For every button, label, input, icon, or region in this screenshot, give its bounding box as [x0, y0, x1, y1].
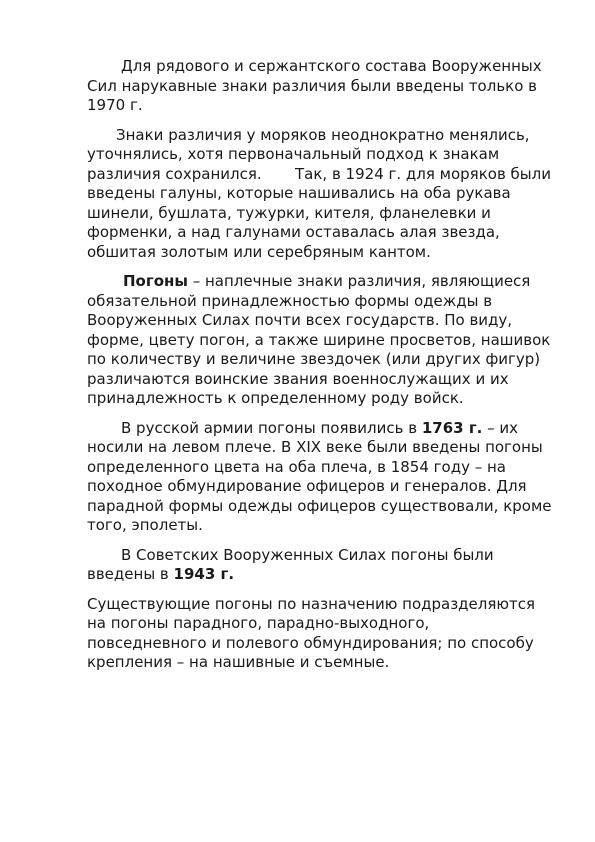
text-before-year: В Советских Вооруженных Силах погоны были введены в	[87, 545, 494, 583]
paragraph-russian-army	[87, 419, 552, 536]
paragraph-classification: Существующие погоны по назначению подразделяются на погоны парадного, парадно-выходного, повседневного и полевого обмундирования; по способу крепления – на нашивные и съемные.	[87, 594, 536, 671]
year-1763: 1763 г.	[421, 418, 483, 437]
paragraph-shoulder-boards-definition	[87, 272, 552, 409]
document-body	[87, 57, 556, 683]
text-before-year: В русской армии погоны появились в	[121, 418, 422, 437]
paragraph-navy-insignia: Знаки различия у моряков неоднократно менялись, уточнялись, хотя первоначальный подход к знакам различия сохранился. Так, в 1924 г. для моряков были введены галуны, которые нашивались на оба рукава шинели, бушлата, тужурки, кителя, фланелевки и форменки, а над галунами оставалась алая звезда, обшитая золотым или серебряным кантом.	[87, 125, 556, 261]
paragraph-soviet-forces	[87, 546, 552, 585]
paragraph-sleeve-insignia: Для рядового и сержантского состава Вооруженных Сил нарукавные знаки различия были введены только в 1970 г.	[87, 57, 542, 114]
year-1943: 1943 г.	[173, 565, 235, 583]
term-pogony: Погоны	[123, 272, 188, 290]
text-after-year: – их носили на левом плече. В XIX веке были введены погоны определенного цвета на оба плеча, в 1854 году – на походное обмундирование офицеров и генералов. Для парадной формы одежды офицеров существовали, кроме того, эполеты.	[87, 418, 552, 534]
definition-text: – наплечные знаки различия, являющиеся обязательной принадлежностью формы одежды в Вооруженных Силах почти всех государств. По виду, форме, цвету погон, а также ширине просветов, нашивок по количеству и величине звездочек (или других фигур) различаются воинские звания военнослужащих и их принадлежность к определенному роду войск.	[87, 272, 551, 407]
